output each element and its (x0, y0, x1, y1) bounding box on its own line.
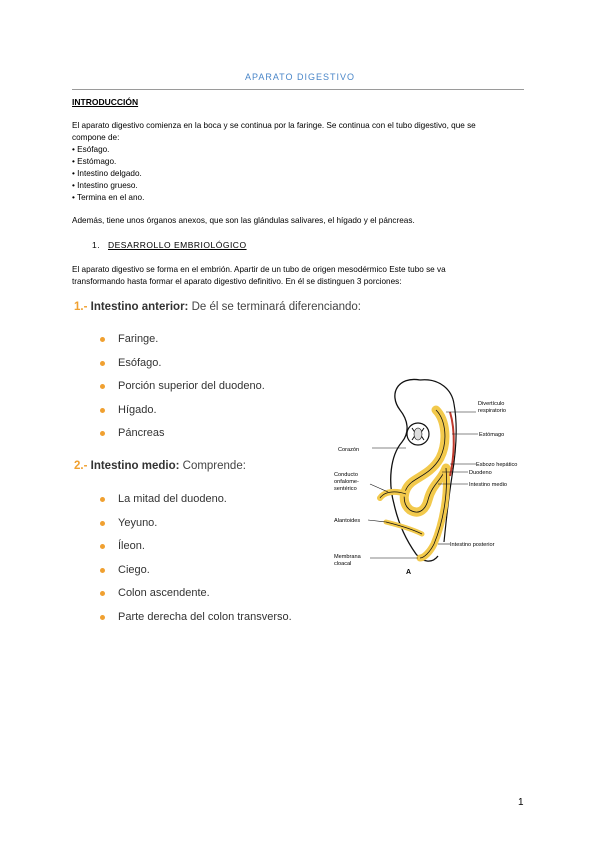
section-heading (92, 240, 247, 250)
list-item (98, 333, 265, 357)
heart-shape (407, 423, 429, 445)
list-item-label: Faringe. (118, 333, 159, 345)
section-line: El aparato digestivo se forma en el embrión. Apartir de un tubo de origen mesodérmico Este tubo se va (72, 265, 446, 274)
intro-list-item: • Estómago. (72, 157, 117, 166)
anterior-list (98, 333, 265, 451)
section-number: 1. (92, 240, 101, 250)
list-item (98, 517, 292, 541)
bullet-icon (100, 591, 105, 596)
label-duodeno: Duodeno (469, 470, 492, 476)
medio-number: 2.- (74, 460, 88, 472)
intro-line: El aparato digestivo comienza en la boca y se continua por la faringe. Se continua con el tubo digestivo, que se (72, 121, 476, 130)
list-item (98, 587, 292, 611)
list-item (98, 357, 265, 381)
intro-list-item: • Intestino grueso. (72, 181, 138, 190)
label-estomago: Estómago (479, 432, 505, 438)
medio-rest: Comprende: (179, 460, 246, 472)
list-item (98, 540, 292, 564)
label-conducto-3: sentérico (334, 486, 357, 492)
bullet-icon (100, 615, 105, 620)
list-item-label: Páncreas (118, 427, 165, 439)
bullet-icon (100, 544, 105, 549)
list-item (98, 564, 292, 588)
intro-list-item: • Intestino delgado. (72, 169, 142, 178)
list-item (98, 380, 265, 404)
bullet-icon (100, 408, 105, 413)
list-item (98, 611, 292, 635)
intro-list-item: • Termina en el ano. (72, 193, 145, 202)
list-item-label: Parte derecha del colon transverso. (118, 610, 292, 623)
list-item-label: La mitad del duodeno. (118, 493, 227, 505)
label-alantoides: Alantoides (334, 518, 361, 524)
bullet-icon (100, 384, 105, 389)
label-letter: A (406, 569, 412, 576)
title-divider (72, 89, 524, 90)
section-line: transformando hasta formar el aparato digestivo definitivo. En él se distinguen 3 porciones: (72, 277, 402, 286)
bullet-icon (100, 568, 105, 573)
bullet-icon (100, 361, 105, 366)
page-number: 1 (518, 797, 524, 808)
list-item-label: Íleon. (118, 540, 145, 552)
list-item (98, 427, 265, 451)
label-divert-1: Divertículo (478, 401, 505, 407)
anterior-number: 1.- (74, 301, 88, 313)
annexes-line: Además, tiene unos órganos anexos, que son las glándulas salivares, el hígado y el páncreas. (72, 216, 415, 225)
bullet-icon (100, 497, 105, 502)
bullet-icon (100, 521, 105, 526)
bullet-icon (100, 431, 105, 436)
intro-line: compone de: (72, 133, 120, 142)
intro-heading: INTRODUCCIÓN (72, 97, 139, 107)
label-corazon: Corazón (338, 447, 360, 453)
embryo-gut-diagram (328, 372, 518, 582)
intro-paragraph (72, 120, 476, 204)
label-conducto-1: Conducto (334, 472, 358, 478)
medio-heading (74, 460, 246, 472)
intro-list-item: • Esófago. (72, 145, 110, 154)
label-membrana-2: cloacal (334, 561, 352, 567)
list-item-label: Ciego. (118, 563, 150, 576)
section-paragraph (72, 264, 446, 288)
list-item-label: Yeyuno. (118, 516, 158, 529)
anterior-title: Intestino anterior: (90, 301, 189, 313)
label-membrana-1: Membrana (334, 554, 361, 560)
medio-list (98, 493, 292, 634)
medio-title: Intestino medio: (90, 460, 180, 472)
anterior-rest: De él se terminará diferenciando: (188, 301, 361, 313)
list-item-label: Hígado. (118, 403, 157, 416)
list-item-label: Colon ascendente. (118, 587, 210, 599)
anterior-heading (74, 301, 361, 313)
label-intmedio: Intestino medio (469, 482, 507, 488)
list-item-label: Esófago. (118, 356, 162, 369)
section-title: DESARROLLO EMBRIOLÓGICO (108, 240, 247, 250)
list-item (98, 493, 292, 517)
label-divert-2: respiratorio (478, 408, 506, 414)
annexes-paragraph (72, 215, 415, 227)
label-intposterior: Intestino posterior (450, 542, 495, 548)
document-title: APARATO DIGESTIVO (244, 72, 356, 82)
list-item (98, 404, 265, 428)
bullet-icon (100, 337, 105, 342)
label-esbozo: Esbozo hepático (476, 462, 518, 468)
list-item-label: Porción superior del duodeno. (118, 380, 265, 392)
label-conducto-2: onfalome- (334, 479, 359, 485)
